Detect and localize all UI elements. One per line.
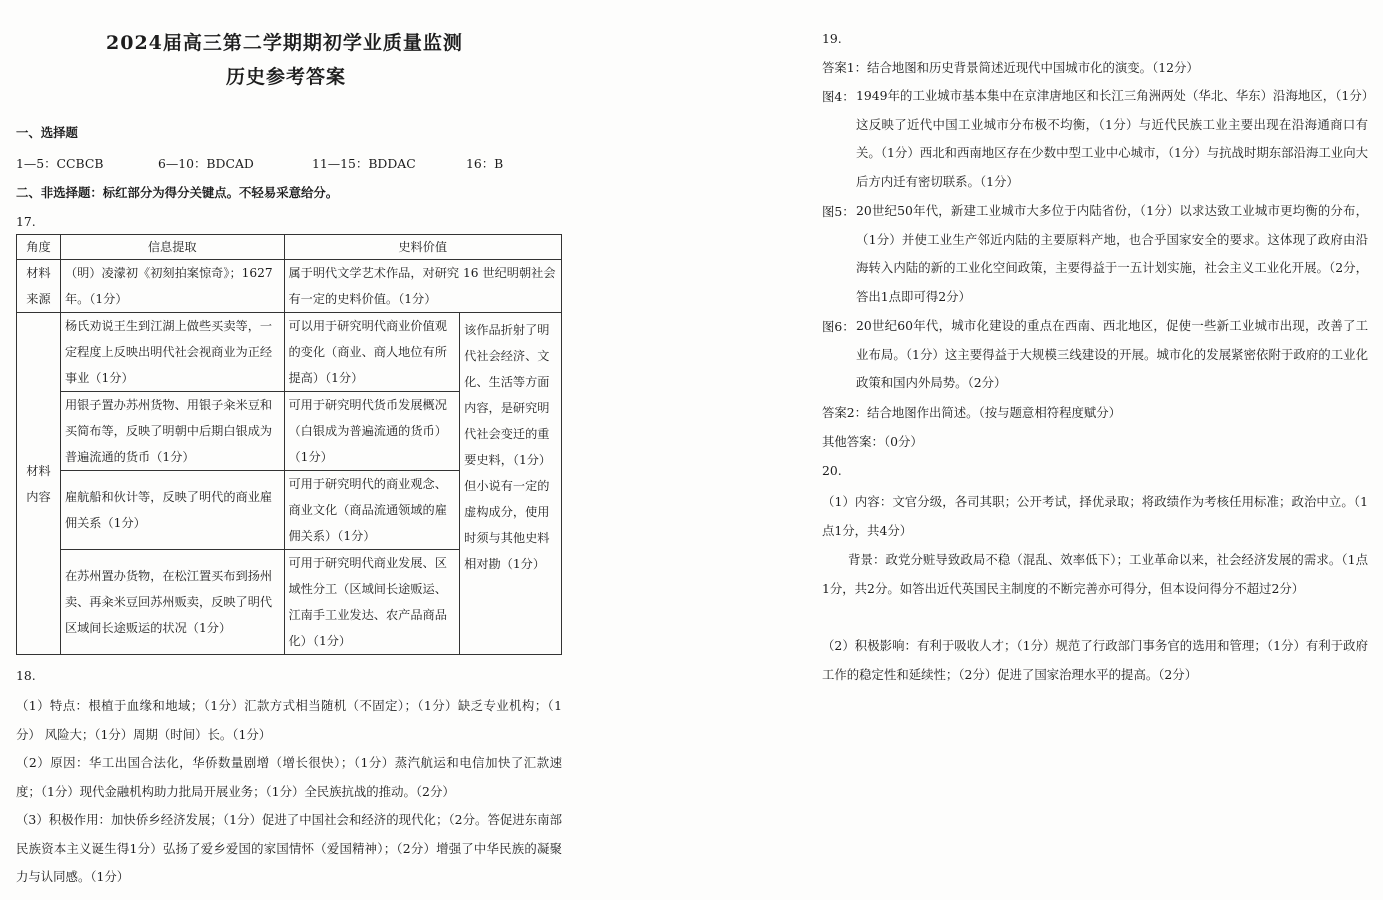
page-title: 2024届高三第二学期期初学业质量监测 (106, 32, 463, 54)
cell-content-value: 可用于研究明代货币发展概况（白银成为普遍流通的货币）（1分） (284, 392, 460, 471)
cell-content-value: 可用于研究明代的商业观念、商业文化（商品流通领域的雇佣关系）（1分） (284, 471, 460, 550)
cell-merged-value: 该作品折射了明代社会经济、文化、生活等方面内容，是研究明代社会变迁的重要史料，（1分）但小说有一定的虚构成分，使用时须与其他史料相对勘（1分） (460, 313, 562, 655)
q19-answer1: 答案1：结合地图和历史背景简述近现代中国城市化的演变。（12分） (822, 60, 1199, 75)
q19-other-answer: 其他答案：（0分） (822, 434, 923, 449)
q20-part2: （2）积极影响：有利于吸收人才；（1分）规范了行政部门事务官的选用和管理；（1分）有利于政府工作的稳定性和延续性；（2分）促进了国家治理水平的提高。（2分） (822, 638, 1368, 682)
q18-number: 18. (16, 668, 36, 683)
section1-heading: 一、选择题 (16, 125, 78, 140)
table-row (17, 313, 562, 392)
mc-answers-16: 16：B (466, 156, 504, 171)
q20-number: 20. (822, 463, 842, 478)
cell-content-info: 用银子置办苏州货物、用银子籴米豆和买简布等，反映了明朝中后期白银成为普遍流通的货币（1分） (60, 392, 284, 471)
q19-answer2: 答案2：结合地图作出简述。（按与题意相符程度赋分） (822, 405, 1122, 420)
cell-content-value: 可以用于研究明代商业价值观的变化（商业、商人地位有所提高）（1分） (284, 313, 460, 392)
page-subtitle: 历史参考答案 (226, 66, 347, 88)
table-header-row (17, 235, 562, 260)
cell-content-info: 在苏州置办货物，在松江置买布到扬州卖、再籴米豆回苏州贩卖，反映了明代区域间长途贩运的状况（1分） (60, 550, 284, 655)
cell-content-info: 雇航船和伙计等，反映了明代的商业雇佣关系（1分） (60, 471, 284, 550)
header-angle: 角度 (17, 235, 61, 260)
cell-source-info: （明）凌濛初《初刻拍案惊奇》；1627年。（1分） (60, 260, 284, 313)
cell-content-info: 杨氏劝说王生到江湖上做些买卖等，一定程度上反映出明代社会视商业为正经事业（1分） (60, 313, 284, 392)
fig5-text: 20世纪50年代，新建工业城市大多位于内陆省份，（1分）以求达致工业城市更均衡的分布，（1分）并使工业生产邻近内陆的主要原料产地，也合乎国家安全的要求。这体现了政府由沿海转入内陆的新的工业化空间政策，主要得益于一五计划实施，社会主义工业化开展。（2分，答出1点即可得2分） (856, 203, 1368, 304)
header-value: 史料价值 (284, 235, 562, 260)
cell-source-angle: 材料来源 (17, 260, 61, 313)
cell-content-value: 可用于研究明代商业发展、区域性分工（区域间长途贩运、江南手工业发达、农产品商品化）（1分） (284, 550, 460, 655)
section2-heading: 二、非选择题：标红部分为得分关键点。不轻易采意给分。 (16, 185, 339, 200)
cell-source-value: 属于明代文学艺术作品，对研究 16 世纪明朝社会有一定的史料价值。（1分） (284, 260, 562, 313)
fig4-label: 图4： (822, 89, 855, 104)
q18-part1: （1）特点：根植于血缘和地域；（1分）汇款方式相当随机（不固定）；（1分）缺乏专业机构；（1分） 风险大；（1分）周期（时间）长。（1分） (16, 698, 562, 742)
fig5-label: 图5： (822, 204, 855, 219)
q20-background: 背景：政党分赃导致政局不稳（混乱、效率低下）；工业革命以来，社会经济发展的需求。（1点1分，共2分。如答出近代英国民主制度的不断完善亦可得分，但本设问得分不超过2分） (822, 552, 1368, 596)
cell-content-angle: 材料内容 (17, 313, 61, 655)
header-info: 信息提取 (60, 235, 284, 260)
mc-answers-6-10: 6—10：BDCAD (158, 156, 254, 171)
q19-number: 19. (822, 31, 842, 46)
fig6-text: 20世纪60年代，城市化建设的重点在西南、西北地区，促使一些新工业城市出现，改善了工业布局。（1分）这主要得益于大规模三线建设的开展。城市化的发展紧密依附于政府的工业化政策和国内外局势。（2分） (856, 318, 1368, 390)
fig4-text: 1949年的工业城市基本集中在京津唐地区和长江三角洲两处（华北、华东）沿海地区，（1分）这反映了近代中国工业城市分布极不均衡，（1分）与近代民族工业主要出现在沿海通商口有关。（1分）西北和西南地区存在少数中型工业中心城市，（1分）与抗战时期东部沿海工业向大后方内迁有密切联系。（1分） (856, 88, 1368, 189)
table-row (17, 260, 562, 313)
mc-answers-1-5: 1—5：CCBCB (16, 156, 104, 171)
q18-part2: （2）原因：华工出国合法化，华侨数量剧增（增长很快）；（1分）蒸汽航运和电信加快了汇款速度；（1分）现代金融机构助力批局开展业务；（1分）全民族抗战的推动。（2分） (16, 755, 562, 799)
mc-answers-11-15: 11—15：BDDAC (312, 156, 416, 171)
q18-part3: （3）积极作用：加快侨乡经济发展；（1分）促进了中国社会和经济的现代化；（2分。答促进东南部民族资本主义诞生得1分）弘扬了爱乡爱国的家国情怀（爱国精神）；（2分）增强了中华民族的凝聚力与认同感。（1分） (16, 812, 562, 884)
q17-answer-table (16, 234, 562, 655)
q20-part1: （1）内容：文官分级，各司其职；公开考试，择优录取；将政绩作为考核任用标准；政治中立。（1点1分，共4分） (822, 494, 1368, 538)
fig6-label: 图6： (822, 319, 855, 334)
q17-number: 17. (16, 214, 36, 229)
